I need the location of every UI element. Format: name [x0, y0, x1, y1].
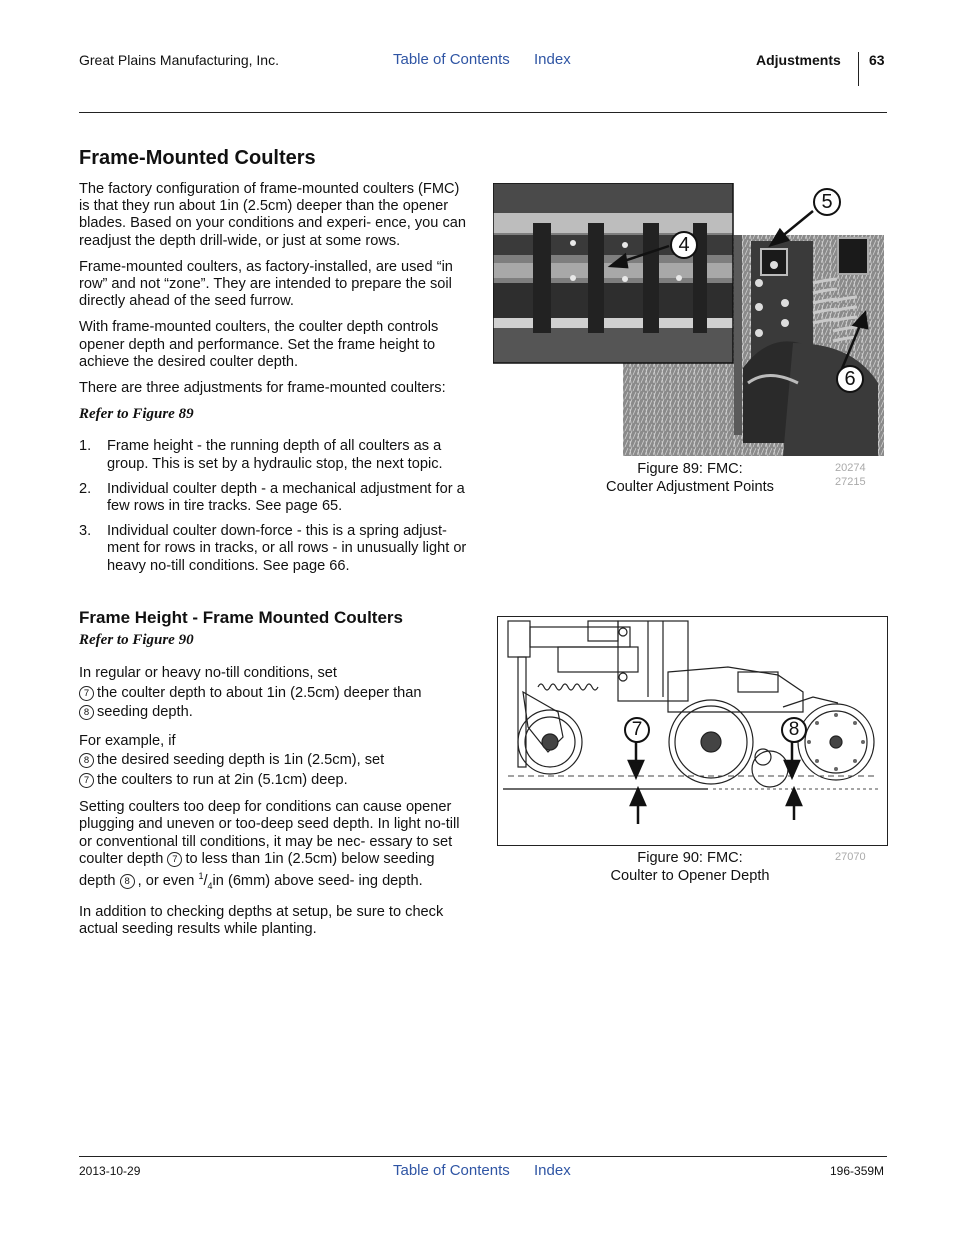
coulter-depth-diagram — [498, 617, 887, 845]
intro-section — [79, 181, 472, 583]
section-subtitle: Frame Height - Frame Mounted Coulters — [79, 608, 403, 627]
callout-8-badge: 8 — [781, 717, 807, 743]
figure-90-code: 27070 — [835, 851, 866, 863]
example-paragraph: For example, if 8 the desired seeding depth is 1in (2.5cm), set 7 the coulters to run at 2in (5.1cm) deep. — [79, 732, 385, 788]
setting-depth-paragraph: Setting coulters too deep for conditions can cause opener plugging and uneven or too-deep seed depth. In light no-till or conventional till conditions, it may be nec- essary to set coulter depth 7 to less than 1in (2.5cm) below seeding depth 8 , or even $^1/_4in$ (6mm) above seed- ing depth. — [79, 799, 460, 891]
intro-paragraph-4: There are three adjustments for frame-mounted coulters: — [79, 380, 446, 397]
figure-89-reference: Refer to Figure 89 — [79, 406, 194, 423]
callout-7-symbol: 7 — [167, 852, 182, 867]
figure-89-photo — [493, 183, 884, 456]
frame-height-section — [79, 632, 472, 947]
index-link-header[interactable]: Index — [534, 51, 571, 68]
callout-6-badge: 6 — [836, 365, 864, 393]
figure-90-reference: Refer to Figure 90 — [79, 632, 194, 648]
figure-90-caption: Figure 90: FMC: Coulter to Opener Depth — [610, 850, 770, 884]
callout-8-symbol: 8 — [120, 874, 135, 889]
intro-paragraph-3: With frame-mounted coulters, the coulter depth controls opener depth and performance. Set the frame height to achieve the desired coulter depth. — [79, 319, 439, 370]
coulter-adjustment-photo — [493, 183, 884, 456]
list-item: 1. Frame height - the running depth of all coulters as a group. This is set by a hydraulic stop, the next topic. — [79, 438, 443, 472]
adjustment-list — [79, 438, 472, 574]
intro-paragraph-1: The factory configuration of frame-mounted coulters (FMC) is that they run about 1in (2.5cm) deeper than the opener blades. Based on your conditions and experi- ence, you can readjust the depth drill-wide, or just at some rows. — [79, 181, 466, 249]
page-title: Frame-Mounted Coulters — [79, 147, 316, 169]
index-link-footer[interactable]: Index — [534, 1162, 571, 1179]
header-rule — [79, 112, 887, 113]
toc-link-footer[interactable]: Table of Contents — [393, 1162, 510, 1179]
page-number: 63 — [869, 52, 885, 68]
company-name: Great Plains Manufacturing, Inc. — [79, 52, 279, 68]
regular-conditions-paragraph: In regular or heavy no-till conditions, set 7 the coulter depth to about 1in (2.5cm) deeper than 8 seeding depth. — [79, 665, 422, 721]
intro-paragraph-2: Frame-mounted coulters, as factory-installed, are used “in row” and not “zone”. They are intended to prepare the soil directly ahead of the seed furrow. — [79, 258, 453, 310]
figure-89-caption: Figure 89: FMC: Coulter Adjustment Points — [606, 461, 774, 495]
header-divider — [858, 52, 859, 86]
callout-4-badge: 4 — [670, 231, 698, 259]
callout-7-badge: 7 — [624, 717, 650, 743]
footer-rule — [79, 1156, 887, 1157]
callout-7-symbol: 7 — [79, 686, 94, 701]
callout-8-symbol: 8 — [79, 753, 94, 768]
final-paragraph: In addition to checking depths at setup, be sure to check actual seeding results while planting. — [79, 903, 444, 938]
footer-doc-number: 196-359M — [830, 1164, 885, 1178]
figure-89-code: 20274 27215 — [835, 462, 866, 488]
toc-link-header[interactable]: Table of Contents — [393, 51, 510, 68]
callout-5-badge: 5 — [813, 188, 841, 216]
footer-date: 2013-10-29 — [79, 1164, 141, 1178]
figure-90-diagram — [497, 616, 888, 846]
section-title: Adjustments — [756, 52, 841, 68]
callout-7-symbol: 7 — [79, 773, 94, 788]
callout-8-symbol: 8 — [79, 705, 94, 720]
list-item: 3. Individual coulter down-force - this is a spring adjust- ment for rows in tracks, or all rows - in unusually light or heavy no-till conditions. See page 66. — [79, 523, 467, 574]
list-item: 2. Individual coulter depth - a mechanical adjustment for a few rows in tire tracks. See page 65. — [79, 480, 465, 515]
